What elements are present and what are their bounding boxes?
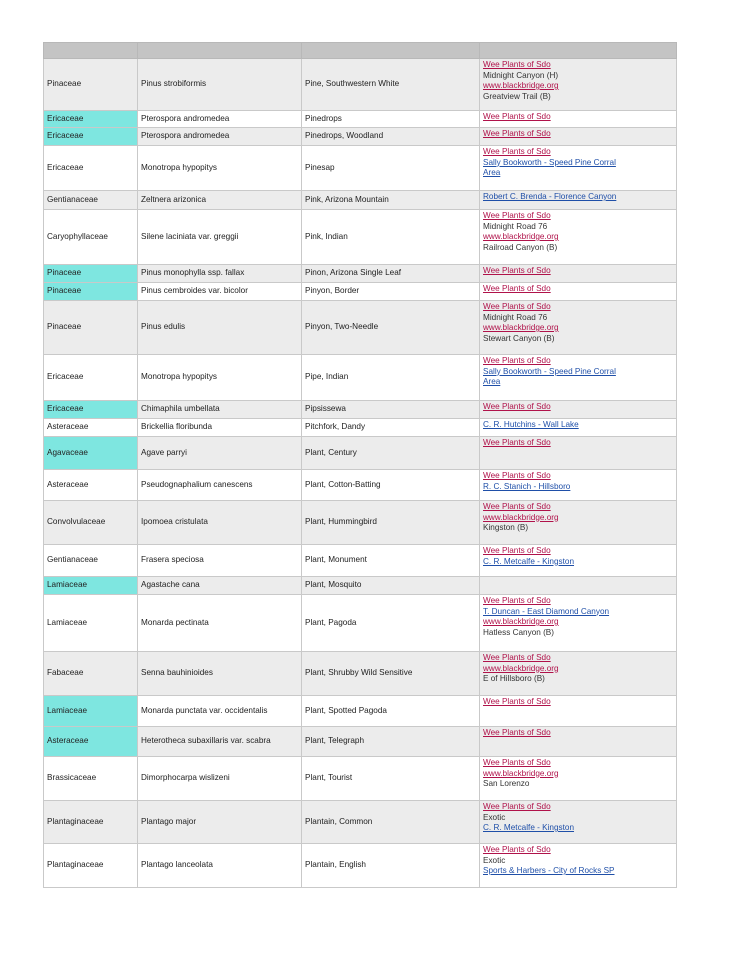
table-row (44, 146, 677, 191)
family-cell: Brassicaceae (44, 757, 138, 801)
common-name-cell: Pipsissewa (302, 401, 480, 419)
reference-link[interactable]: Wee Plants of Sdo (483, 302, 551, 311)
reference-note: Railroad Canyon (B) (483, 242, 558, 252)
scientific-name-cell: Pinus cembroides var. bicolor (138, 283, 302, 301)
reference-link[interactable]: Wee Plants of Sdo (483, 845, 551, 854)
scientific-name-cell: Monotropa hypopitys (138, 355, 302, 401)
references-cell (480, 501, 677, 545)
reference-link[interactable]: R. C. Stanich - Hillsboro (483, 481, 571, 491)
references-cell (480, 111, 677, 128)
reference-link[interactable]: C. R. Metcalfe - Kingston (483, 823, 575, 832)
table-row (44, 111, 677, 128)
table-row (44, 355, 677, 401)
reference-link[interactable]: Wee Plants of Sdo (483, 284, 551, 293)
scientific-name-cell: Pseudognaphalium canescens (138, 470, 302, 501)
references-cell (480, 595, 677, 652)
reference-link[interactable]: www.blackbridge.org (483, 81, 559, 90)
family-cell: Pinaceae (44, 283, 138, 301)
family-cell: Asteraceae (44, 470, 138, 501)
common-name-cell: Pinedrops, Woodland (302, 128, 480, 146)
references-cell (480, 191, 677, 210)
common-name-cell: Plant, Century (302, 437, 480, 470)
references-cell (480, 757, 677, 801)
table-row (44, 652, 677, 696)
table-row (44, 595, 677, 652)
reference-link[interactable]: www.blackbridge.org (483, 323, 559, 332)
reference-link[interactable]: Wee Plants of Sdo (483, 546, 551, 555)
table-row (44, 696, 677, 727)
table-row (44, 419, 677, 437)
reference-note: Exotic (483, 855, 506, 865)
reference-link[interactable]: www.blackbridge.org (483, 512, 559, 522)
scientific-name-cell: Plantago lanceolata (138, 844, 302, 888)
family-cell: Caryophyllaceae (44, 210, 138, 265)
family-cell: Lamiaceae (44, 696, 138, 727)
table-row (44, 128, 677, 146)
references-cell (480, 696, 677, 727)
references-cell (480, 59, 677, 111)
references-cell (480, 801, 677, 844)
common-name-cell: Pinesap (302, 146, 480, 191)
scientific-name-cell: Dimorphocarpa wislizeni (138, 757, 302, 801)
scientific-name-cell: Agastache cana (138, 577, 302, 595)
table-row (44, 727, 677, 757)
table-row (44, 283, 677, 301)
family-cell: Fabaceae (44, 652, 138, 696)
reference-link[interactable]: Wee Plants of Sdo (483, 697, 551, 706)
reference-link[interactable]: Area (483, 377, 501, 386)
family-cell: Lamiaceae (44, 595, 138, 652)
scientific-name-cell: Pterospora andromedea (138, 128, 302, 146)
table-row (44, 191, 677, 210)
reference-link[interactable]: www.blackbridge.org (483, 232, 559, 241)
common-name-cell: Plant, Pagoda (302, 595, 480, 652)
reference-link[interactable]: www.blackbridge.org (483, 768, 559, 778)
scientific-name-cell: Monarda pectinata (138, 595, 302, 652)
table-row (44, 470, 677, 501)
reference-link[interactable]: Wee Plants of Sdo (483, 802, 551, 811)
table-row (44, 59, 677, 111)
reference-link[interactable]: Wee Plants of Sdo (483, 596, 551, 605)
reference-link[interactable]: Area (483, 168, 501, 177)
references-cell (480, 283, 677, 301)
table-row (44, 757, 677, 801)
family-cell: Asteraceae (44, 419, 138, 437)
family-cell: Ericaceae (44, 146, 138, 191)
reference-link[interactable]: Wee Plants of Sdo (483, 129, 551, 138)
family-cell: Lamiaceae (44, 577, 138, 595)
reference-note: Greatview Trail (B) (483, 91, 551, 101)
references-cell (480, 265, 677, 283)
scientific-name-cell: Zeltnera arizonica (138, 191, 302, 210)
scientific-name-cell: Pterospora andromedea (138, 111, 302, 128)
common-name-cell: Plant, Shrubby Wild Sensitive (302, 652, 480, 696)
scientific-name-cell: Frasera speciosa (138, 545, 302, 577)
scientific-name-cell: Ipomoea cristulata (138, 501, 302, 545)
reference-link[interactable]: Sally Bookworth - Speed Pine Corral (483, 366, 616, 376)
table-row (44, 801, 677, 844)
reference-link[interactable]: T. Duncan - East Diamond Canyon (483, 606, 610, 616)
reference-note: Midnight Road 76 (483, 312, 548, 322)
reference-link[interactable]: Wee Plants of Sdo (483, 653, 551, 662)
reference-link[interactable]: Wee Plants of Sdo (483, 438, 551, 447)
references-cell (480, 470, 677, 501)
references-cell (480, 355, 677, 401)
reference-link[interactable]: www.blackbridge.org (483, 663, 559, 673)
references-cell (480, 419, 677, 437)
scientific-name-cell: Heterotheca subaxillaris var. scabra (138, 727, 302, 757)
reference-note: San Lorenzo (483, 779, 530, 788)
plant-table (43, 42, 677, 888)
reference-link[interactable]: Wee Plants of Sdo (483, 758, 551, 767)
common-name-cell: Plant, Hummingbird (302, 501, 480, 545)
table-row (44, 577, 677, 595)
family-cell: Plantaginaceae (44, 844, 138, 888)
common-name-cell: Plant, Telegraph (302, 727, 480, 757)
references-cell (480, 437, 677, 470)
family-cell: Plantaginaceae (44, 801, 138, 844)
common-name-cell: Pinedrops (302, 111, 480, 128)
reference-link[interactable]: Wee Plants of Sdo (483, 728, 551, 737)
family-cell: Gentianaceae (44, 545, 138, 577)
reference-note: Midnight Road 76 (483, 221, 548, 231)
reference-link[interactable]: C. R. Metcalfe - Kingston (483, 556, 575, 566)
header-cell (302, 43, 480, 59)
references-cell (480, 210, 677, 265)
reference-note: Exotic (483, 812, 506, 822)
reference-link[interactable]: Wee Plants of Sdo (483, 471, 551, 480)
family-cell: Pinaceae (44, 59, 138, 111)
header-cell (44, 43, 138, 59)
reference-link[interactable]: Wee Plants of Sdo (483, 502, 551, 511)
table-row (44, 501, 677, 545)
family-cell: Ericaceae (44, 355, 138, 401)
reference-link[interactable]: Robert C. Brenda - Florence Canyon (483, 192, 617, 201)
common-name-cell: Plantain, Common (302, 801, 480, 844)
common-name-cell: Pinon, Arizona Single Leaf (302, 265, 480, 283)
reference-link[interactable]: Wee Plants of Sdo (483, 402, 551, 411)
family-cell: Asteraceae (44, 727, 138, 757)
scientific-name-cell: Pinus monophylla ssp. fallax (138, 265, 302, 283)
scientific-name-cell: Plantago major (138, 801, 302, 844)
reference-link[interactable]: Wee Plants of Sdo (483, 112, 551, 121)
table-row (44, 265, 677, 283)
family-cell: Convolvulaceae (44, 501, 138, 545)
common-name-cell: Plant, Cotton-Batting (302, 470, 480, 501)
references-cell (480, 545, 677, 577)
reference-link[interactable]: C. R. Hutchins - Wall Lake (483, 420, 579, 429)
reference-note: Kingston (B) (483, 523, 529, 532)
scientific-name-cell: Monarda punctata var. occidentalis (138, 696, 302, 727)
header-cell (480, 43, 677, 59)
table-row (44, 545, 677, 577)
reference-link[interactable]: Sports & Harbers - City of Rocks SP (483, 866, 615, 875)
table-body (44, 59, 677, 888)
common-name-cell: Pitchfork, Dandy (302, 419, 480, 437)
family-cell: Gentianaceae (44, 191, 138, 210)
common-name-cell: Pipe, Indian (302, 355, 480, 401)
references-cell (480, 727, 677, 757)
reference-link[interactable]: Wee Plants of Sdo (483, 266, 551, 275)
reference-note: E of Hillsboro (B) (483, 674, 545, 683)
family-cell: Ericaceae (44, 401, 138, 419)
common-name-cell: Plant, Spotted Pagoda (302, 696, 480, 727)
reference-note: Stewart Canyon (B) (483, 333, 555, 343)
family-cell: Ericaceae (44, 111, 138, 128)
reference-link[interactable]: www.blackbridge.org (483, 617, 559, 626)
references-cell (480, 301, 677, 355)
reference-link[interactable]: Wee Plants of Sdo (483, 147, 551, 156)
table-row (44, 437, 677, 470)
table-row (44, 210, 677, 265)
family-cell: Agavaceae (44, 437, 138, 470)
common-name-cell: Plantain, English (302, 844, 480, 888)
common-name-cell: Plant, Mosquito (302, 577, 480, 595)
reference-link[interactable]: Sally Bookworth - Speed Pine Corral (483, 157, 616, 167)
table-row (44, 301, 677, 355)
common-name-cell: Pink, Arizona Mountain (302, 191, 480, 210)
scientific-name-cell: Chimaphila umbellata (138, 401, 302, 419)
scientific-name-cell: Pinus edulis (138, 301, 302, 355)
common-name-cell: Plant, Tourist (302, 757, 480, 801)
family-cell: Pinaceae (44, 301, 138, 355)
common-name-cell: Plant, Monument (302, 545, 480, 577)
table-row (44, 844, 677, 888)
common-name-cell: Pinyon, Border (302, 283, 480, 301)
family-cell: Ericaceae (44, 128, 138, 146)
reference-link[interactable]: Wee Plants of Sdo (483, 211, 551, 220)
table-row (44, 401, 677, 419)
header-cell (138, 43, 302, 59)
scientific-name-cell: Agave parryi (138, 437, 302, 470)
scientific-name-cell: Silene laciniata var. greggii (138, 210, 302, 265)
scientific-name-cell: Senna bauhinioides (138, 652, 302, 696)
scientific-name-cell: Monotropa hypopitys (138, 146, 302, 191)
reference-note: Hatless Canyon (B) (483, 627, 554, 637)
references-cell (480, 401, 677, 419)
common-name-cell: Pink, Indian (302, 210, 480, 265)
references-cell (480, 844, 677, 888)
table-header (44, 43, 677, 59)
scientific-name-cell: Pinus strobiformis (138, 59, 302, 111)
references-cell (480, 146, 677, 191)
references-cell (480, 652, 677, 696)
common-name-cell: Pinyon, Two-Needle (302, 301, 480, 355)
references-cell (480, 128, 677, 146)
reference-link[interactable]: Wee Plants of Sdo (483, 60, 551, 69)
scientific-name-cell: Brickellia floribunda (138, 419, 302, 437)
reference-note: Midnight Canyon (H) (483, 70, 559, 80)
family-cell: Pinaceae (44, 265, 138, 283)
reference-link[interactable]: Wee Plants of Sdo (483, 356, 551, 365)
common-name-cell: Pine, Southwestern White (302, 59, 480, 111)
references-cell (480, 577, 677, 595)
